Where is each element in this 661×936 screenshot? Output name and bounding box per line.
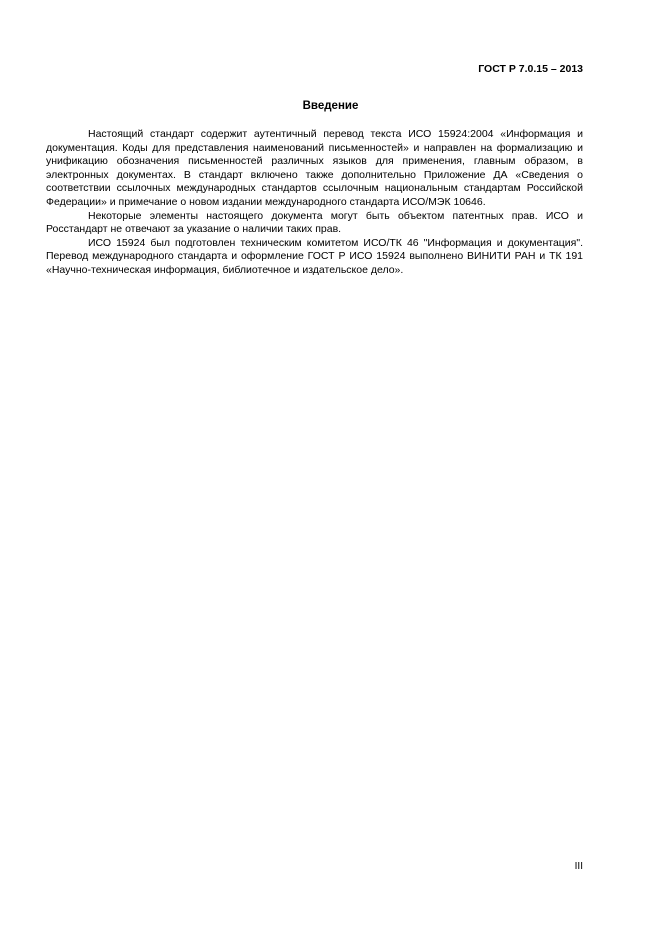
document-id: ГОСТ Р 7.0.15 – 2013 bbox=[478, 63, 583, 75]
page-number: III bbox=[574, 861, 583, 872]
section-body bbox=[46, 128, 583, 278]
paragraph: Некоторые элементы настоящего документа могут быть объектом патентных прав. ИСО и Росстандарт не отвечают за указание о наличии таких прав. bbox=[46, 209, 583, 236]
section-title: Введение bbox=[302, 100, 359, 112]
paragraph: Настоящий стандарт содержит аутентичный перевод текста ИСО 15924:2004 «Информация и документация. Коды для представления наименований письменностей» и направлен на формализацию и унификацию обозначения письменностей различных языков для применения, главным образом, в электронных документах. В стандарт включено также дополнительно Приложение ДА «Сведения о соответствии ссылочных международных стандартов ссылочным национальным стандартам Российской Федерации» и примечание о новом издании международного стандарта ИСО/МЭК 10646. bbox=[46, 128, 583, 208]
paragraph: ИСО 15924 был подготовлен техническим комитетом ИСО/ТК 46 "Информация и документация". Перевод международного стандарта и оформление ГОСТ Р ИСО 15924 выполнено ВИНИТИ РАН и ТК 191 «Научно-техническая информация, библиотечное и издательское дело». bbox=[46, 236, 583, 276]
